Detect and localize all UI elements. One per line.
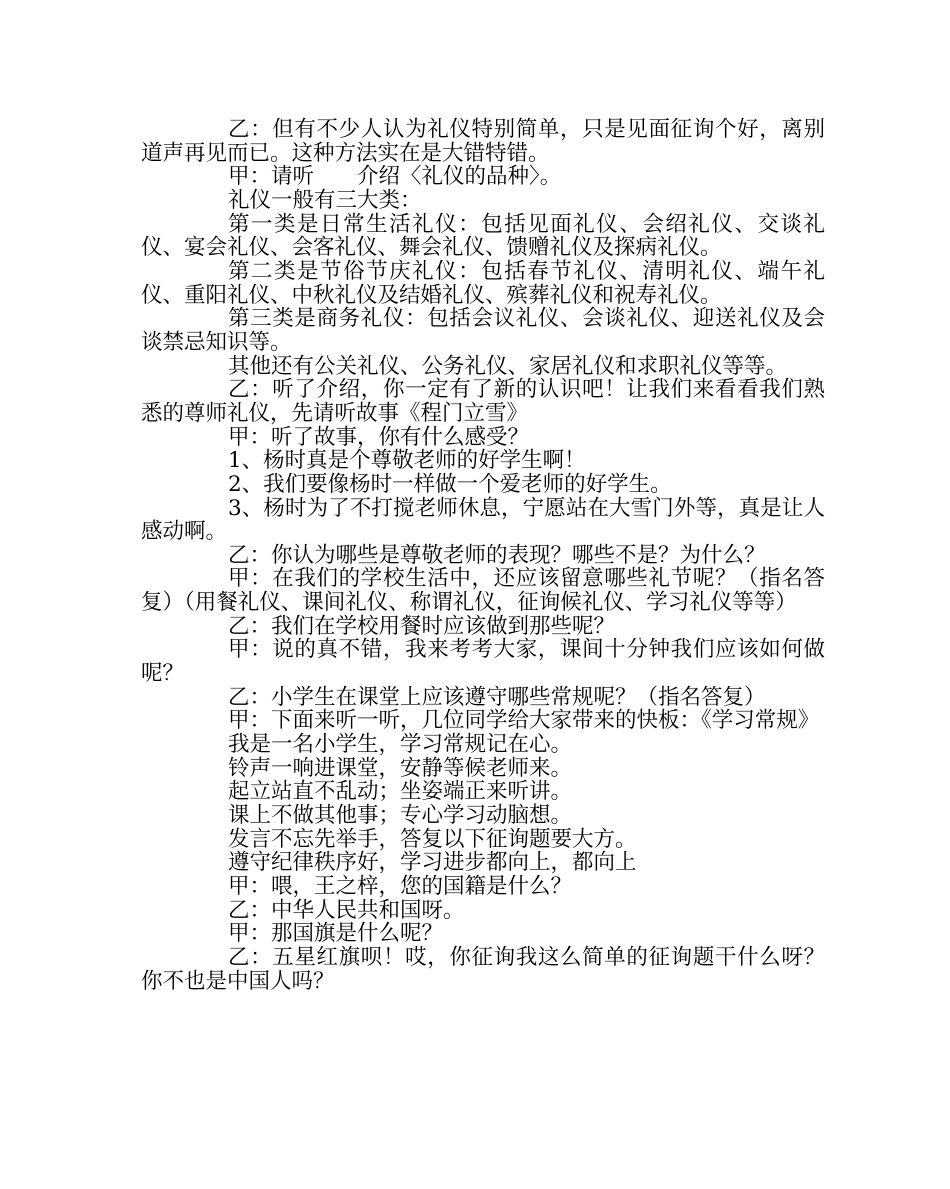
paragraph: 起立站直不乱动；坐姿端正来听讲。 — [228, 779, 573, 805]
paragraph: 2、我们要像杨时一样做一个爱老师的好学生。 — [228, 471, 672, 497]
paragraph: 铃声一响进课堂，安静等候老师来。 — [228, 755, 573, 781]
paragraph: 乙：我们在学校用餐时应该做到那些呢？ — [228, 613, 616, 639]
paragraph: 乙：中华人民共和国呀。 — [228, 897, 465, 923]
paragraph: 甲：喂，王之梓，您的国籍是什么？ — [228, 874, 573, 899]
paragraph: 其他还有公关礼仪、公务礼仪、家居礼仪和求职礼仪等等。 — [228, 353, 788, 379]
paragraph: 1、杨时真是个尊敬老师的好学生啊！ — [228, 448, 586, 474]
paragraph: 甲：在我们的学校生活中，还应该留意哪些礼节呢？（指名答复）（用餐礼仪、课间礼仪、称谓礼仪，征询候礼仪、学习礼仪等等） — [141, 566, 825, 616]
paragraph: 乙：五星红旗呗！哎，你征询我这么简单的征询题干什么呀？你不也是中国人吗？ — [141, 944, 825, 994]
paragraph: 甲：听了故事，你有什么感受？ — [228, 424, 530, 450]
paragraph: 乙：小学生在课堂上应该遵守哪些常规呢？（指名答复） — [228, 684, 766, 710]
paragraph: 甲：请听 介绍〈礼仪的品种〉。 — [228, 164, 562, 190]
paragraph: 第三类是商务礼仪：包括会议礼仪、会谈礼仪、迎送礼仪及会谈禁忌知识等。 — [141, 306, 825, 355]
paragraph: 乙：但有不少人认为礼仪特别简单，只是见面征询个好，离别道声再见而已。这种方法实在是大错特错。 — [141, 117, 825, 166]
paragraph: 甲：那国旗是什么呢？ — [228, 921, 444, 947]
paragraph: 乙：你认为哪些是尊敬老师的表现？哪些不是？为什么？ — [228, 542, 766, 568]
paragraph: 甲：说的真不错，我来考考大家，课间十分钟我们应该如何做呢？ — [141, 637, 825, 687]
paragraph: 第一类是日常生活礼仪：包括见面礼仪、会绍礼仪、交谈礼仪、宴会礼仪、会客礼仪、舞会礼仪、馈赠礼仪及探病礼仪。 — [141, 211, 825, 261]
paragraph: 礼仪一般有三大类： — [228, 187, 422, 213]
paragraph: 我是一名小学生，学习常规记在心。 — [228, 732, 573, 758]
paragraph: 发言不忘先举手，答复以下征询题要大方。 — [228, 826, 637, 852]
paragraph: 乙：听了介绍，你一定有了新的认识吧！让我们来看看我们熟悉的尊师礼仪，先请听故事《程门立雪》 — [141, 377, 825, 426]
paragraph: 第二类是节俗节庆礼仪：包括春节礼仪、清明礼仪、端午礼仪、重阳礼仪、中秋礼仪及结婚礼仪、殡葬礼仪和祝寿礼仪。 — [141, 258, 825, 308]
paragraph: 遵守纪律秩序好，学习进步都向上，都向上 — [228, 850, 637, 876]
paragraph: 3、杨时为了不打搅老师休息，宁愿站在大雪门外等，真是让人感动啊。 — [141, 495, 825, 545]
paragraph: 课上不做其他事；专心学习动脑想。 — [228, 803, 573, 829]
paragraph: 甲：下面来听一听，几位同学给大家带来的快板：《学习常规》 — [228, 708, 820, 734]
document-page — [141, 118, 825, 993]
